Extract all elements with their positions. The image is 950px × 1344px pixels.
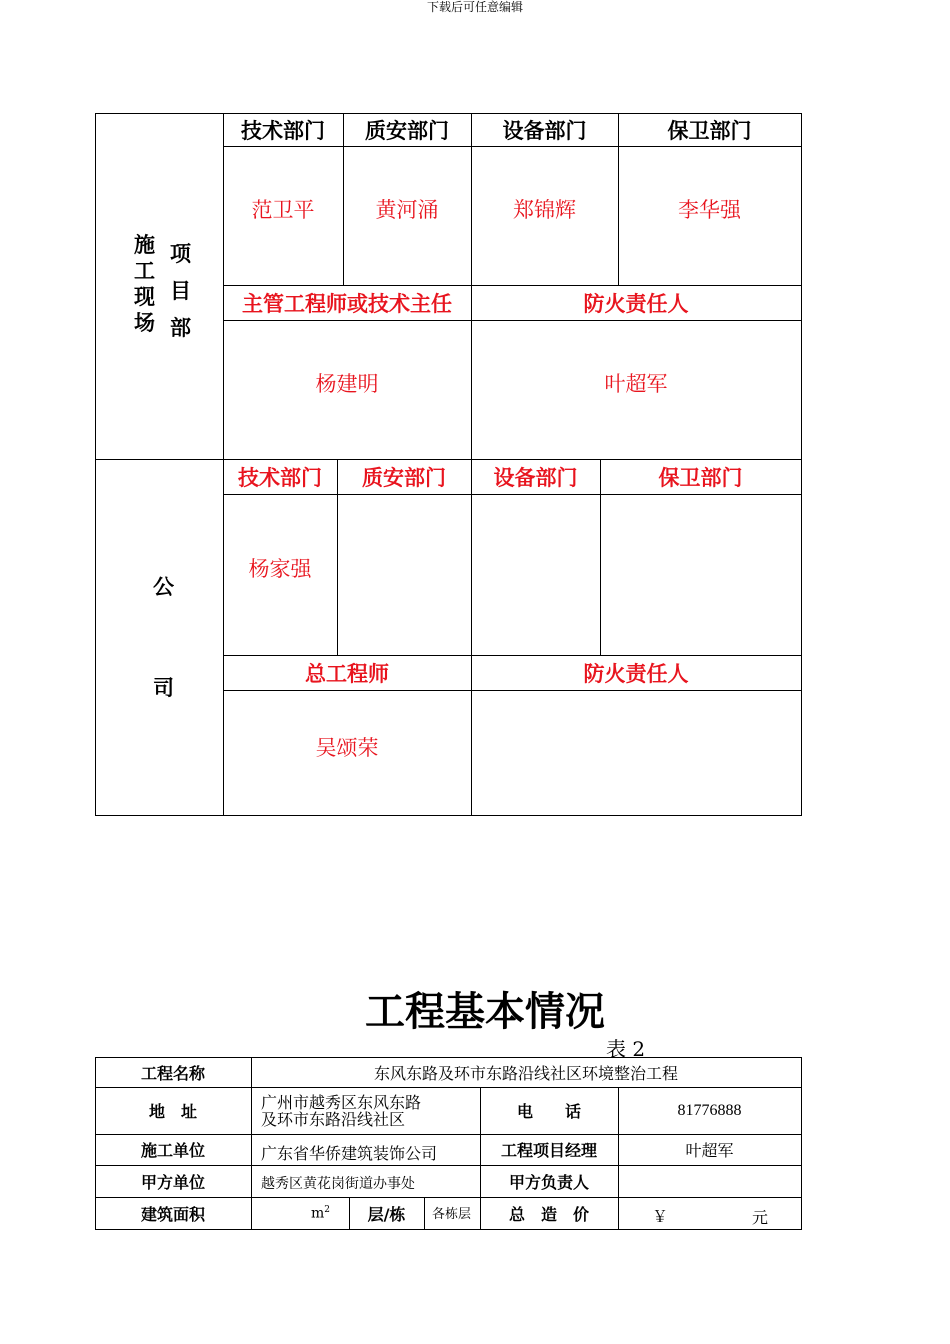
- owner-rep: [618, 1165, 801, 1197]
- cost-label: 总 造 价: [508, 1204, 589, 1224]
- floors-value: 各栋层: [432, 1207, 472, 1222]
- owner: 越秀区黄花岗街道办事处: [261, 1176, 415, 1192]
- area-unit: $m^2$: [311, 1205, 331, 1222]
- phone-label: 电 话: [516, 1102, 581, 1121]
- site-label-left: 施 工 现 场: [134, 233, 155, 335]
- company-label-1: 公: [153, 575, 174, 599]
- company-dept-security: 保卫部门: [658, 465, 743, 490]
- floors-label: 层/栋: [367, 1204, 406, 1224]
- site-label-right: 项 目 部: [170, 242, 191, 340]
- header-note: 下载后可任意编辑: [426, 0, 523, 14]
- table-number: 表 2: [606, 1037, 646, 1061]
- project-name: 东风东路及环市东路沿线社区环境整治工程: [373, 1063, 678, 1083]
- pm: 叶超军: [685, 1141, 734, 1160]
- owner-rep-label: 甲方负责人: [508, 1172, 589, 1192]
- company-label-2: 司: [153, 676, 174, 700]
- owner-label: 甲方单位: [140, 1172, 205, 1192]
- company-dept-equipment: 设备部门: [493, 465, 578, 490]
- company-person-tech: 杨家强: [248, 557, 312, 581]
- address: 广州市越秀区东风东路 及环市东路沿线社区: [261, 1093, 422, 1129]
- site-dept-tech: 技术部门: [241, 118, 325, 143]
- site-dept-safety: 质安部门: [365, 118, 449, 143]
- site-person-security: 李华强: [678, 198, 741, 222]
- contractor-label: 施工单位: [140, 1141, 205, 1160]
- site-dept-security: 保卫部门: [667, 118, 752, 143]
- cost-currency: ￥: [652, 1207, 669, 1226]
- site-person-tech: 范卫平: [251, 198, 315, 222]
- project-name-label: 工程名称: [140, 1063, 205, 1083]
- cost-unit: 元: [752, 1208, 769, 1227]
- site-role-fire: 防火责任人: [583, 291, 689, 316]
- company-role-fire: 防火责任人: [583, 661, 689, 686]
- area-label: 建筑面积: [140, 1204, 205, 1224]
- page-title: 工程基本情况: [365, 989, 605, 1035]
- site-person-safety: 黄河涌: [375, 198, 439, 222]
- contractor: 广东省华侨建筑装饰公司: [261, 1144, 438, 1163]
- site-dept-equipment: 设备部门: [502, 118, 587, 143]
- phone: 81776888: [677, 1101, 742, 1119]
- site-person-engineer: 杨建明: [315, 372, 379, 396]
- company-person-chief-engineer: 吴颂荣: [315, 736, 379, 760]
- site-role-engineer: 主管工程师或技术主任: [242, 291, 452, 316]
- pm-label: 工程项目经理: [500, 1141, 597, 1160]
- address-label: 地 址: [148, 1102, 197, 1121]
- company-role-chief-engineer: 总工程师: [305, 661, 389, 686]
- company-dept-tech: 技术部门: [238, 465, 322, 490]
- site-person-equipment: 郑锦辉: [513, 198, 576, 222]
- site-person-fire: 叶超军: [604, 372, 668, 396]
- company-dept-safety: 质安部门: [362, 465, 446, 490]
